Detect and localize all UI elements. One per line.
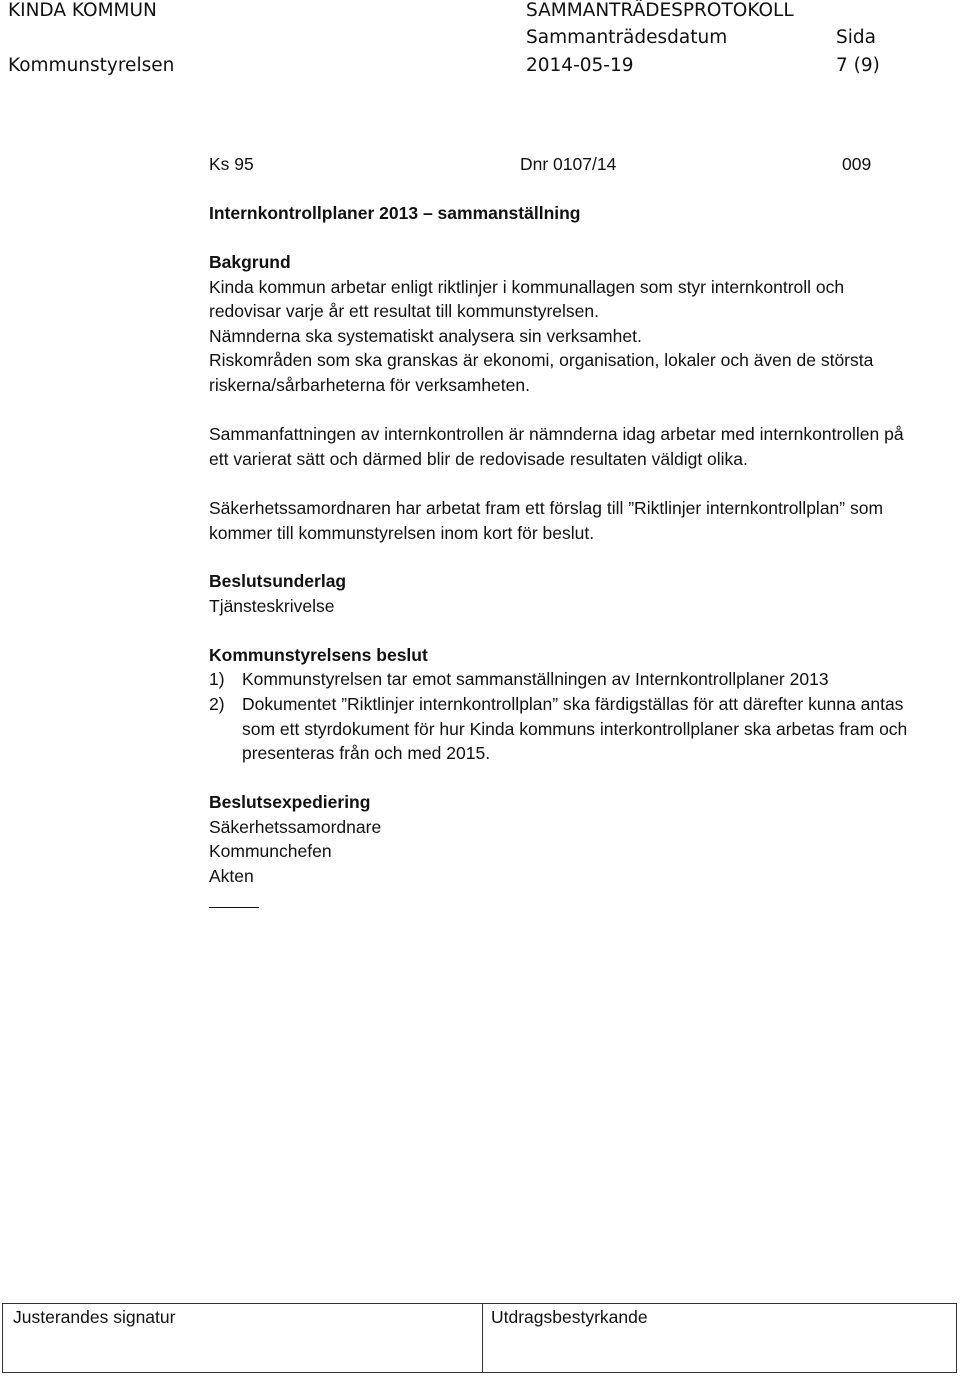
summary-line: ett varierat sätt och därmed blir de redovisade resultaten väldigt olika. xyxy=(209,448,748,469)
case-code: 009 xyxy=(842,154,872,174)
distribution-item: Säkerhetssamordnare xyxy=(209,816,382,837)
decision-item xyxy=(209,667,959,692)
end-rule xyxy=(209,907,259,908)
decision-basis-heading: Beslutsunderlag xyxy=(209,571,347,591)
background-heading: Bakgrund xyxy=(209,252,291,272)
signature-box xyxy=(2,1303,957,1373)
summary-line: Sammanfattningen av internkontrollen är nämnderna idag arbetar med internkontrollen på xyxy=(209,424,904,444)
body-name: Kommunstyrelsen xyxy=(8,55,175,76)
decision-item-line: Dokumentet ”Riktlinjer internkontrollplan” ska färdigställas för att därefter kunna antas xyxy=(242,694,904,714)
signature-box-divider xyxy=(482,1304,483,1372)
background-section xyxy=(209,250,957,397)
decision-item-line: som ett styrdokument för hur Kinda kommuns interkontrollplaner ska arbetas fram och xyxy=(242,718,908,739)
section-number: Ks 95 xyxy=(209,154,254,174)
page-label: Sida xyxy=(836,27,876,48)
decision-item xyxy=(209,692,959,766)
page-number: 7 (9) xyxy=(836,55,880,76)
proposal-line: kommer till kommunstyrelsen inom kort för beslut. xyxy=(209,522,595,543)
decision-item-number: 2) xyxy=(209,694,225,714)
decision-item-line: Kommunstyrelsen tar emot sammanställningen av Internkontrollplaner 2013 xyxy=(242,669,829,689)
background-line: Kinda kommun arbetar enligt riktlinjer i kommunallagen som styr internkontroll och xyxy=(209,276,845,297)
case-title: Internkontrollplaner 2013 – sammanställning xyxy=(209,203,581,223)
adjuster-signature-label: Justerandes signatur xyxy=(13,1307,176,1327)
proposal-line: Säkerhetssamordnaren har arbetat fram ett förslag till ”Riktlinjer internkontrollplan” som xyxy=(209,498,884,518)
decision-heading: Kommunstyrelsens beslut xyxy=(209,645,428,665)
extract-certification-label: Utdragsbestyrkande xyxy=(491,1307,648,1327)
decision-item-number: 1) xyxy=(209,669,225,689)
meeting-date: 2014-05-19 xyxy=(526,55,634,76)
summary-paragraph xyxy=(209,422,957,471)
document-type: SAMMANTRÄDESPROTOKOLL xyxy=(526,0,794,21)
background-line: riskerna/sårbarheterna för verksamheten. xyxy=(209,374,530,395)
distribution-item: Akten xyxy=(209,865,254,886)
background-line: redovisar varje år ett resultat till kommunstyrelsen. xyxy=(209,301,599,321)
diary-number: Dnr 0107/14 xyxy=(520,154,617,174)
decision-basis-section xyxy=(209,569,957,618)
proposal-paragraph xyxy=(209,496,957,545)
decision-heading-block xyxy=(209,643,957,668)
org-name: KINDA KOMMUN xyxy=(8,0,157,21)
distribution-item: Kommunchefen xyxy=(209,841,332,861)
background-line: Riskområden som ska granskas är ekonomi, organisation, lokaler och även de största xyxy=(209,350,874,370)
decision-item-line: presenteras från och med 2015. xyxy=(242,743,491,763)
distribution-section xyxy=(209,790,957,888)
background-line: Nämnderna ska systematiskt analysera sin verksamhet. xyxy=(209,325,642,346)
decision-basis-item: Tjänsteskrivelse xyxy=(209,595,335,616)
distribution-heading: Beslutsexpediering xyxy=(209,792,371,812)
meeting-date-label: Sammanträdesdatum xyxy=(526,27,728,48)
